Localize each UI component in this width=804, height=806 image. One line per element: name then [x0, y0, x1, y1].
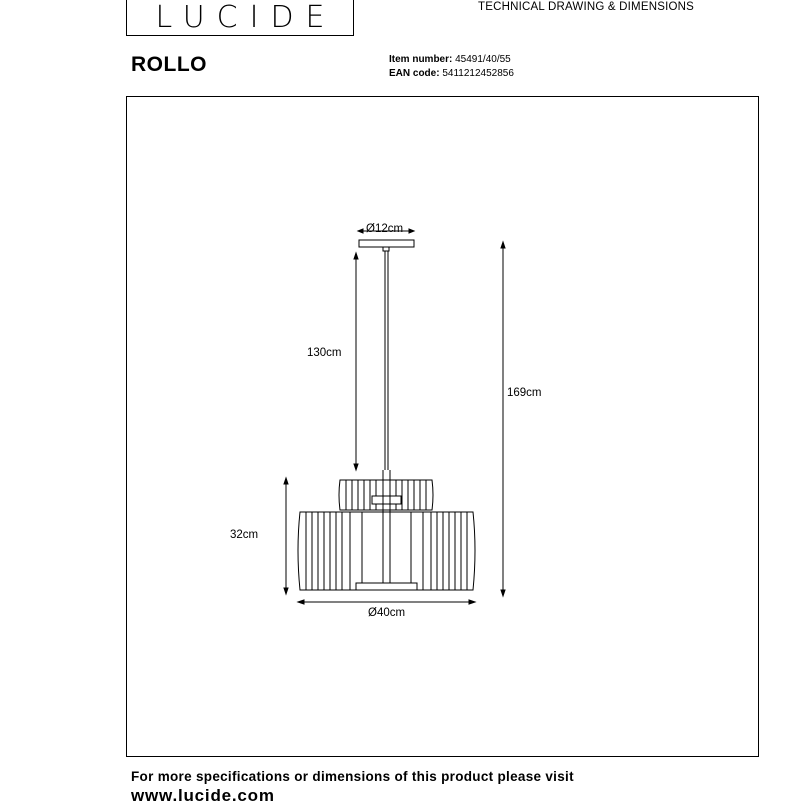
arrow-icon — [354, 464, 358, 470]
arrow-icon — [298, 600, 304, 604]
arrow-icon — [501, 590, 505, 596]
arrow-icon — [409, 229, 414, 233]
shade-diameter-label: Ø40cm — [368, 607, 406, 619]
arrow-icon — [284, 478, 288, 484]
total-height-label: 169cm — [507, 387, 542, 399]
bottom-bar — [356, 583, 417, 590]
arrow-icon — [284, 588, 288, 594]
upper-ring — [339, 480, 433, 510]
canopy-diameter-label: Ø12cm — [366, 223, 404, 235]
lamp-shade — [298, 470, 475, 590]
center-hub — [372, 496, 401, 504]
shade-height-label: 32cm — [230, 529, 259, 541]
item-number-label: Item number: — [389, 54, 453, 65]
arrow-icon — [358, 229, 363, 233]
footer-text: For more specifications or dimensions of this product please visit — [131, 769, 574, 784]
ceiling-canopy — [359, 240, 414, 247]
canopy-cap — [383, 247, 389, 251]
website-link[interactable]: www.lucide.com — [131, 786, 275, 805]
logo-text: LUCIDE — [155, 0, 337, 35]
arrow-icon — [354, 253, 358, 259]
document-type: TECHNICAL DRAWING & DIMENSIONS — [478, 1, 694, 13]
ean-code-value: 5411212452856 — [442, 68, 514, 79]
product-name: ROLLO — [131, 53, 207, 76]
ean-code-label: EAN code: — [389, 68, 440, 79]
cable-length-label: 130cm — [307, 347, 342, 359]
arrow-icon — [501, 242, 505, 248]
inner-frame — [350, 512, 423, 590]
arrow-icon — [469, 600, 475, 604]
item-number-value: 45491/40/55 — [455, 54, 511, 65]
